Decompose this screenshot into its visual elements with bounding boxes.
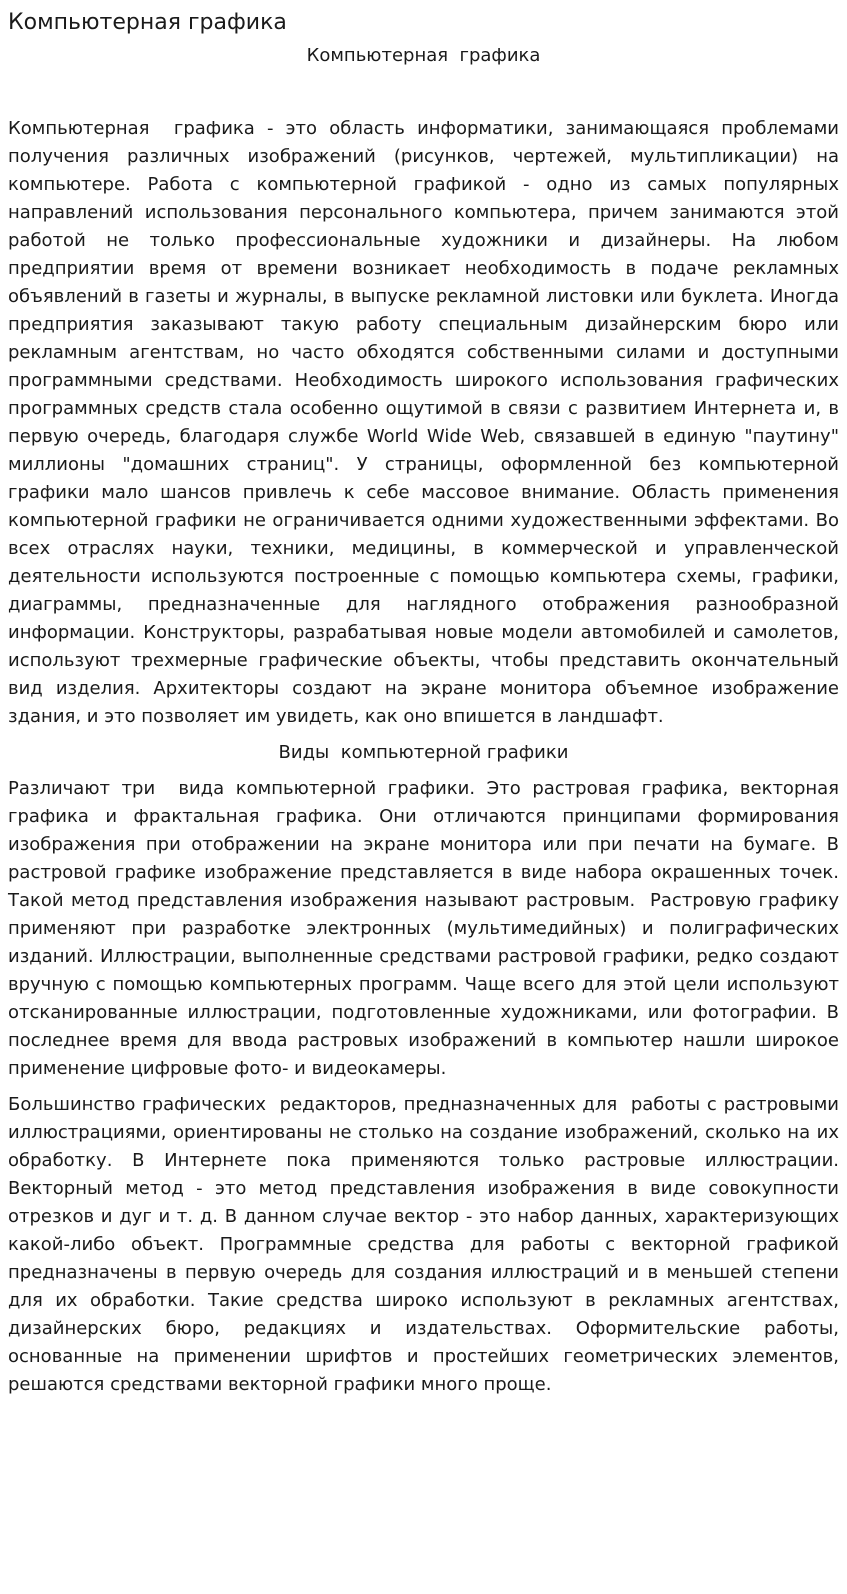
article-heading: Компьютерная графика (306, 45, 541, 66)
page-title: Компьютерная графика (8, 10, 287, 35)
section-paragraph-raster: Различают три вида компьютерной графики. Это растровая графика, векторная графика и фрактальная графика. Они отличаются принципами формирования изображения при отображении на экране монитора или при печати на бумаге. В растровой графике изображение представляется в виде набора окрашенных точек. Такой метод представления изображения называют растровым. Растровую графику применяют при разработке электронных (мультимедийных) и полиграфических изданий. Иллюстрации, выполненные средствами растровой графики, редко создают вручную с помощью компьютерных программ. Чаще всего для этой цели используют отсканированные иллюстрации, подготовленные художниками, или фотографии. В последнее время для ввода растровых изображений в компьютер нашли широкое применение цифровые фото- и видеокамеры. (8, 778, 845, 1079)
section-paragraph-vector: Большинство графических редакторов, предназначенных для работы с растровыми иллюстрациями, ориентированы не столько на создание изображений, сколько на их обработку. В Интернете пока применяются только растровые иллюстрации. Векторный метод - это метод представления изображения в виде совокупности отрезков и дуг и т. д. В данном случае вектор - это набор данных, характеризующих какой-либо объект. Программные средства для работы с векторной графикой предназначены в первую очередь для создания иллюстраций и в меньшей степени для их обработки. Такие средства широко используют в рекламных агентствах, дизайнерских бюро, редакциях и издательствах. Оформительские работы, основанные на применении шрифтов и простейших геометрических элементов, решаются средствами векторной графики много проще. (8, 1094, 845, 1395)
section-heading: Виды компьютерной графики (278, 742, 569, 763)
intro-paragraph: Компьютерная графика - это область информатики, занимающаяся проблемами получения различных изображений (рисунков, чертежей, мультипликации) на компьютере. Работа с компьютерной графикой - одно из самых популярных направлений использования персонального компьютера, причем занимаются этой работой не только профессиональные художники и дизайнеры. На любом предприятии время от времени возникает необходимость в подаче рекламных объявлений в газеты и журналы, в выпуске рекламной листовки или буклета. Иногда предприятия заказывают такую работу специальным дизайнерским бюро или рекламным агентствам, но часто обходятся собственными силами и доступными программными средствами. Необходимость широкого использования графических программных средств стала особенно ощутимой в связи с развитием Интернета и, в первую очередь, благодаря службе World Wide Web, связавшей в единую "паутину" миллионы "домашних страниц". У страницы, оформленной без компьютерной графики мало шансов привлечь к себе массовое внимание. Область применения компьютерной графики не ограничивается одними художественными эффектами. Во всех отраслях науки, техники, медицины, в коммерческой и управленческой деятельности используются построенные с помощью компьютера схемы, графики, диаграммы, предназначенные для наглядного отображения разнообразной информации. Конструкторы, разрабатывая новые модели автомобилей и самолетов, используют трехмерные графические объекты, чтобы представить окончательный вид изделия. Архитекторы создают на экране монитора объемное изображение здания, и это позволяет им увидеть, как оно впишется в ландшафт. (8, 118, 845, 727)
